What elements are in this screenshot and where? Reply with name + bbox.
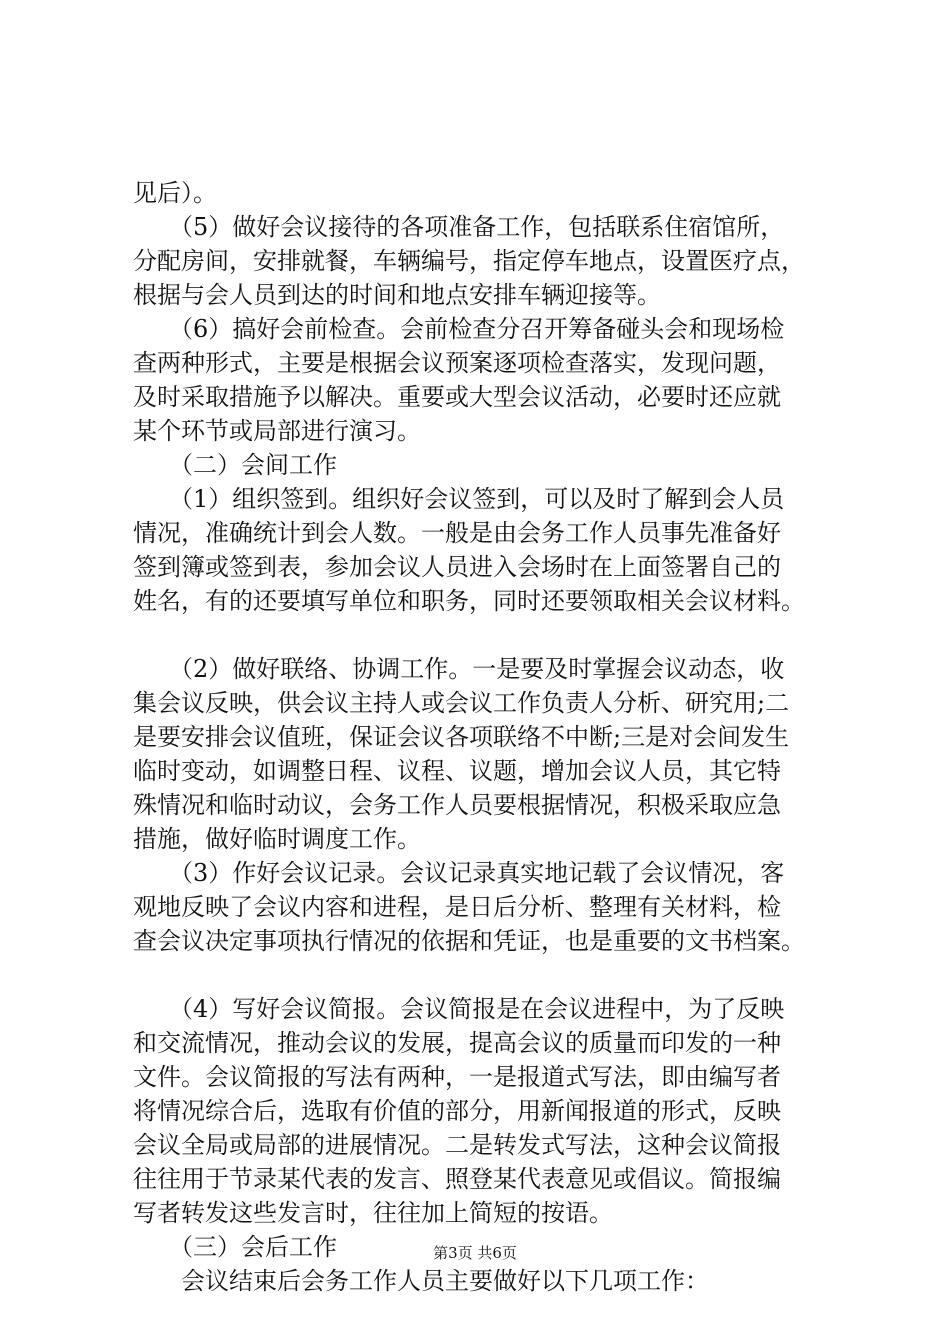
page-footer: 第3页 共6页: [433, 1244, 517, 1262]
text-line: 和交流情况，推动会议的发展，提高会议的质量而印发的一种: [133, 1029, 781, 1057]
blank-line: [133, 618, 853, 652]
text-line: 写者转发这些发言时，往往加上简短的按语。: [133, 1199, 613, 1227]
text-line: （2）做好联络、协调工作。一是要及时掌握会议动态，收: [133, 655, 785, 683]
text-line: 分配房间，安排就餐，车辆编号，指定停车地点，设置医疗点，: [133, 247, 805, 275]
text-line: 某个环节或局部进行演习。: [133, 417, 421, 445]
text-line: 会议全局或局部的进展情况。二是转发式写法，这种会议简报: [133, 1131, 781, 1159]
text-line: （5）做好会议接待的各项准备工作，包括联系住宿馆所，: [133, 213, 785, 241]
text-line: 临时变动，如调整日程、议程、议题，增加会议人员，其它特: [133, 757, 781, 785]
text-line: （4）写好会议简报。会议简报是在会议进程中，为了反映: [133, 995, 785, 1023]
text-line: 殊情况和临时动议，会务工作人员要根据情况，积极采取应急: [133, 791, 781, 819]
text-line: 将情况综合后，选取有价值的部分，用新闻报道的形式，反映: [133, 1097, 781, 1125]
text-line: 签到簿或签到表，参加会议人员进入会场时在上面签署自己的: [133, 553, 781, 581]
text-line: 查两种形式，主要是根据会议预案逐项检查落实，发现问题，: [133, 349, 781, 377]
text-line: 见后）。: [133, 179, 217, 207]
text-line: 查会议决定事项执行情况的依据和凭证，也是重要的文书档案。: [133, 927, 805, 955]
text-line: （6）搞好会前检查。会前检查分召开筹备碰头会和现场检: [133, 315, 785, 343]
text-line: （3）作好会议记录。会议记录真实地记载了会议情况，客: [133, 859, 785, 887]
text-line: 情况，准确统计到会人数。一般是由会务工作人员事先准备好: [133, 519, 781, 547]
text-line: （1）组织签到。组织好会议签到，可以及时了解到会人员: [133, 485, 785, 513]
text-line: 集会议反映，供会议主持人或会议工作负责人分析、研究用;二: [133, 689, 790, 717]
section-heading: （二）会间工作: [133, 451, 337, 479]
text-line: 措施，做好临时调度工作。: [133, 825, 421, 853]
text-line: 是要安排会议值班，保证会议各项联络不中断;三是对会间发生: [133, 723, 790, 751]
document-body: [133, 176, 853, 1298]
blank-line: [133, 958, 853, 992]
text-line: 往往用于节录某代表的发言、照登某代表意见或倡议。简报编: [133, 1165, 781, 1193]
text-line: 姓名，有的还要填写单位和职务，同时还要领取相关会议材料。: [133, 587, 805, 615]
text-line: 文件。会议简报的写法有两种，一是报道式写法，即由编写者: [133, 1063, 781, 1091]
text-line: 及时采取措施予以解决。重要或大型会议活动，必要时还应就: [133, 383, 781, 411]
text-line: 根据与会人员到达的时间和地点安排车辆迎接等。: [133, 281, 661, 309]
section-heading: （三）会后工作: [133, 1233, 337, 1261]
text-line: 会议结束后会务工作人员主要做好以下几项工作：: [133, 1267, 709, 1295]
text-line: 观地反映了会议内容和进程，是日后分析、整理有关材料，检: [133, 893, 781, 921]
